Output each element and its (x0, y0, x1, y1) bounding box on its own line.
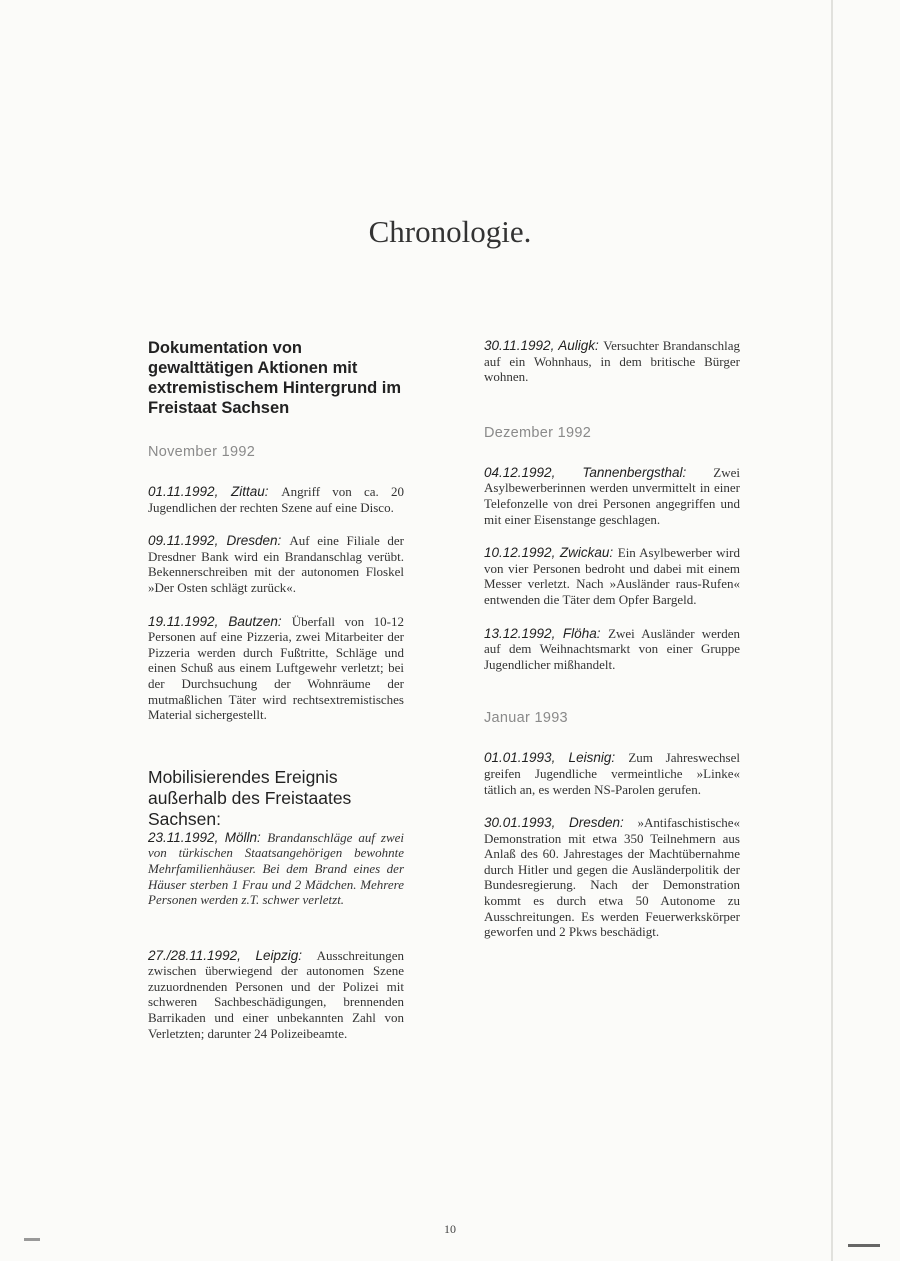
entry-text: Ausschreitungen zwischen überwiegend der autonomen Szene zuzuordnenden Personen und der Polizei mit schweren Sachbeschädigungen, brennenden Barrikaden und einer unbekannten Zahl von Verletzten; darunter 24 Polizeibeamte. (148, 947, 404, 1041)
entry-text: Versuchter Brandanschlag auf ein Wohnhaus, in dem britische Bürger wohnen. (484, 338, 740, 385)
entry-date: 10.12.1992, Zwickau: (484, 545, 618, 561)
month-heading-dezember-1992: Dezember 1992 (484, 424, 592, 441)
entry-text: Zwei Asylbewerberinnen werden unvermittelt in einer Telefonzelle von drei Personen angegriffen und mit einer Eisenstange geschlagen. (484, 464, 740, 527)
entry-text: Zwei Ausländer werden auf dem Weihnachtsmarkt von einer Gruppe Jugendlicher mißhandelt. (484, 625, 740, 672)
entry-date: 04.12.1992, Tannenbergsthal: (484, 464, 714, 480)
entry-date: 09.11.1992, Dresden: (148, 533, 290, 549)
chronology-entry (484, 626, 740, 673)
entry-date: 19.11.1992, Bautzen: (148, 613, 292, 629)
scan-corner-mark (848, 1244, 880, 1247)
scan-corner-mark (24, 1238, 40, 1241)
entry-date: 01.01.1993, Leisnig: (484, 750, 629, 766)
entry-date: 01.11.1992, Zittau: (148, 484, 282, 499)
chronology-entry (484, 815, 740, 940)
month-heading-januar-1993: Januar 1993 (484, 710, 568, 727)
entry-date: 23.11.1992, Mölln: (148, 829, 268, 845)
chronology-entry (148, 830, 404, 908)
section-heading-external-event: Mobilisierendes Ereignis außerhalb des Freistaates Sachsen: (148, 766, 352, 829)
right-column (484, 338, 740, 958)
chronology-entry (148, 614, 404, 723)
chronology-entry (148, 948, 404, 1042)
chronology-entry (484, 338, 740, 385)
chronology-entry (148, 484, 404, 515)
chronology-entry (484, 750, 740, 797)
chronology-entry (148, 533, 404, 595)
entry-text: »Antifaschistische« Demonstration mit etwa 350 Teilnehmern aus Anlaß des 60. Jahrestages der Machtübernahme durch Hitler und gegen die Ausländerpolitik der Bundesregierung. Nach der Demonstration kommt es durch etwa 50 Autonome zu Ausschreitungen. Es werden Feuerwerkskörper geworfen und 2 Pkws beschädigt. (484, 815, 740, 940)
month-heading-november-1992: November 1992 (148, 444, 256, 460)
scan-edge-line (831, 0, 833, 1261)
entry-text: Überfall von 10-12 Personen auf eine Pizzeria, zwei Mitarbeiter der Pizzeria werden durch Fußtritte, Schläge und einen Schuß aus einem Luftgewehr verletzt; bei der Durchsuchung der Wohnräume der mutmaßlichen Täter wird rechtsextremistisches Material sichergestellt. (148, 613, 404, 723)
entry-text: Angriff von ca. 20 Jugendlichen der rechten Szene auf eine Disco. (148, 484, 404, 515)
entry-date: 13.12.1992, Flöha: (484, 625, 609, 641)
chronology-entry (484, 545, 740, 607)
entry-text: Zum Jahreswechsel greifen Jugendliche vermeintliche »Linke« tätlich an, es werden NS-Parolen gerufen. (484, 750, 740, 797)
entry-text: Brandanschläge auf zwei von türkischen Staatsangehörigen bewohnte Mehrfamilienhäuser. Bei dem Brand eines der Häuser sterben 1 Frau und 2 Mädchen. Mehrere Personen werden z.T. schwer verletzt. (148, 829, 405, 908)
entry-date: 30.11.1992, Auligk: (484, 338, 604, 353)
chronology-entry (484, 465, 740, 527)
section-heading: Dokumentation von gewalttätigen Aktionen mit extremistischem Hintergrund im Freistaat Sachsen (148, 339, 402, 417)
page-number: 10 (444, 1222, 456, 1236)
entry-date: 27./28.11.1992, Leipzig: (148, 947, 317, 963)
entry-text: Auf eine Filiale der Dresdner Bank wird ein Brandanschlag verübt. Bekennerschreiben mit der autonomen Floskel »Der Osten schlägt zurück«. (148, 533, 404, 595)
left-column (148, 338, 404, 1059)
entry-date: 30.01.1993, Dresden: (484, 815, 638, 831)
entry-text: Ein Asylbewerber wird von vier Personen bedroht und dabei mit einem Messer verletzt. Nach »Ausländer raus-Rufen« entwenden die Täter dem Opfer Bargeld. (484, 545, 740, 607)
page-title: Chronologie. (368, 214, 532, 249)
